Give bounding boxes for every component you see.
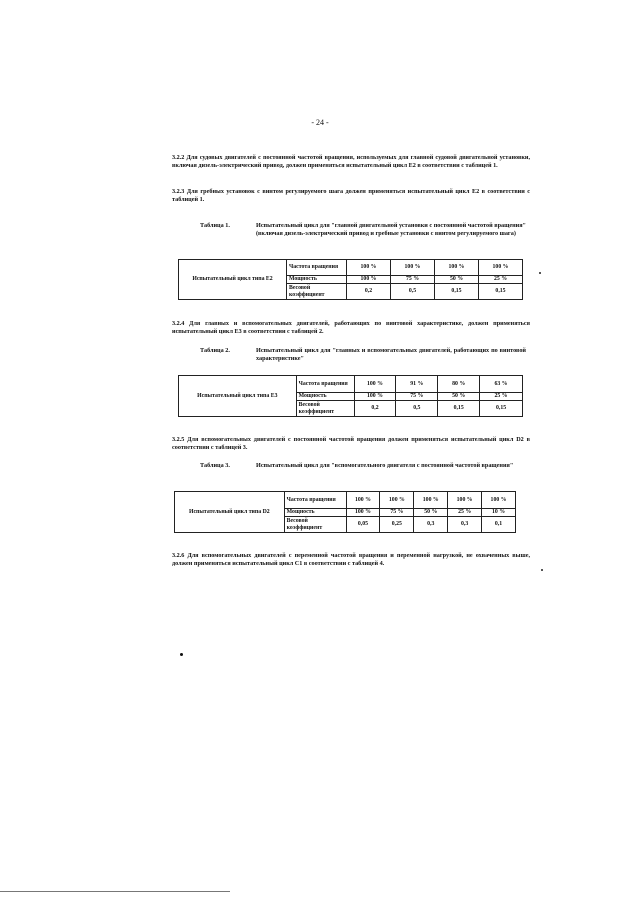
cell-value: 0,25 bbox=[380, 517, 414, 533]
cell-value: 0,15 bbox=[479, 284, 523, 300]
cell-value: 0,15 bbox=[438, 401, 480, 417]
cell-value: 50 % bbox=[414, 509, 448, 517]
page-number: - 24 - bbox=[311, 118, 329, 127]
cell-value: 100 % bbox=[354, 376, 396, 393]
table-2-caption bbox=[200, 347, 526, 363]
cell-value: 75 % bbox=[380, 509, 414, 517]
cell-value: 0,5 bbox=[391, 284, 435, 300]
section-3-2-2: 3.2.2 Для судовых двигателей с постоянной частотой вращения, используемых для главной судовой двигательной установки, включая дизель-электрический привод, должен применяться испытательный цикл E2 в соответствии с таблицей 1. bbox=[172, 154, 530, 170]
cell-value: 50 % bbox=[438, 393, 480, 401]
table-row bbox=[179, 376, 523, 393]
cell-value: 0,2 bbox=[347, 284, 391, 300]
scan-dot bbox=[180, 653, 183, 656]
cell-value: 100 % bbox=[479, 260, 523, 276]
cell-value: 75 % bbox=[391, 276, 435, 284]
cell-value: 0,05 bbox=[346, 517, 380, 533]
cell-value: 10 % bbox=[482, 509, 516, 517]
table-3-label: Таблица 3. bbox=[200, 462, 230, 469]
table-1-label: Таблица 1. bbox=[200, 222, 230, 229]
cell-value: 91 % bbox=[396, 376, 438, 393]
table-1-caption bbox=[200, 222, 526, 238]
cell-value: 100 % bbox=[482, 492, 516, 509]
cell-value: 100 % bbox=[347, 276, 391, 284]
param-weight: Весовой коэффициент bbox=[287, 284, 347, 300]
cell-value: 100 % bbox=[448, 492, 482, 509]
cell-value: 0,15 bbox=[480, 401, 523, 417]
scan-speck bbox=[539, 272, 541, 274]
cell-value: 100 % bbox=[380, 492, 414, 509]
cell-value: 100 % bbox=[347, 260, 391, 276]
table-2 bbox=[178, 375, 523, 417]
cell-value: 100 % bbox=[391, 260, 435, 276]
scan-speck bbox=[541, 569, 543, 571]
cell-value: 0,2 bbox=[354, 401, 396, 417]
table-1-title: Испытательный цикл для "главной двигательной установки с постоянной частотой вращения" (включая дизель-электрический привод и гребные установки с винтом регулируемого шага) bbox=[256, 222, 526, 237]
cell-value: 0,3 bbox=[448, 517, 482, 533]
cell-value: 50 % bbox=[435, 276, 479, 284]
param-speed: Частота вращения bbox=[284, 492, 346, 509]
param-speed: Частота вращения bbox=[296, 376, 354, 393]
table-2-row-label: Испытательный цикл типа E3 bbox=[179, 376, 297, 417]
cell-value: 63 % bbox=[480, 376, 523, 393]
table-2-label: Таблица 2. bbox=[200, 347, 230, 354]
cell-value: 0,1 bbox=[482, 517, 516, 533]
cell-value: 25 % bbox=[480, 393, 523, 401]
table-3 bbox=[174, 491, 516, 533]
param-weight: Весовой коэффициент bbox=[296, 401, 354, 417]
cell-value: 0,5 bbox=[396, 401, 438, 417]
section-3-2-5: 3.2.5 Для вспомогательных двигателей с постоянной частотой вращения должен применяться испытательный цикл D2 в соответствии с таблицей 3. bbox=[172, 436, 530, 452]
param-power: Мощность bbox=[296, 393, 354, 401]
table-row bbox=[175, 492, 516, 509]
table-3-title: Испытательный цикл для "вспомогательного двигателя с постоянной частотой вращения" bbox=[256, 462, 514, 469]
param-power: Мощность bbox=[287, 276, 347, 284]
table-2-title: Испытательный цикл для "главных и вспомогательных двигателей, работающих по винтовой характеристике" bbox=[256, 347, 526, 362]
section-3-2-3: 3.2.3 Для гребных установок с винтом регулируемого шага должен применяться испытательный цикл E2 в соответствии с таблицей 1. bbox=[172, 188, 530, 204]
cell-value: 0,3 bbox=[414, 517, 448, 533]
cell-value: 75 % bbox=[396, 393, 438, 401]
param-power: Мощность bbox=[284, 509, 346, 517]
cell-value: 25 % bbox=[448, 509, 482, 517]
table-row bbox=[179, 260, 523, 276]
cell-value: 100 % bbox=[435, 260, 479, 276]
table-1 bbox=[178, 259, 523, 300]
table-3-caption bbox=[200, 462, 526, 470]
param-weight: Весовой коэффициент bbox=[284, 517, 346, 533]
cell-value: 0,15 bbox=[435, 284, 479, 300]
param-speed: Частота вращения bbox=[287, 260, 347, 276]
cell-value: 100 % bbox=[354, 393, 396, 401]
table-3-row-label: Испытательный цикл типа D2 bbox=[175, 492, 285, 533]
cell-value: 100 % bbox=[414, 492, 448, 509]
cell-value: 100 % bbox=[346, 492, 380, 509]
cell-value: 25 % bbox=[479, 276, 523, 284]
table-1-row-label: Испытательный цикл типа E2 bbox=[179, 260, 287, 300]
cell-value: 80 % bbox=[438, 376, 480, 393]
section-3-2-4: 3.2.4 Для главных и вспомогательных двигателей, работающих по винтовой характеристике, должен применяться испытательный цикл E3 в соответствии с таблицей 2. bbox=[172, 320, 530, 336]
page-edge-line bbox=[0, 891, 230, 892]
cell-value: 100 % bbox=[346, 509, 380, 517]
section-3-2-6: 3.2.6 Для вспомогательных двигателей с переменной частотой вращения и переменной нагрузкой, не охваченных выше, должен применяться испытательный цикл C1 в соответствии с таблицей 4. bbox=[172, 552, 530, 568]
